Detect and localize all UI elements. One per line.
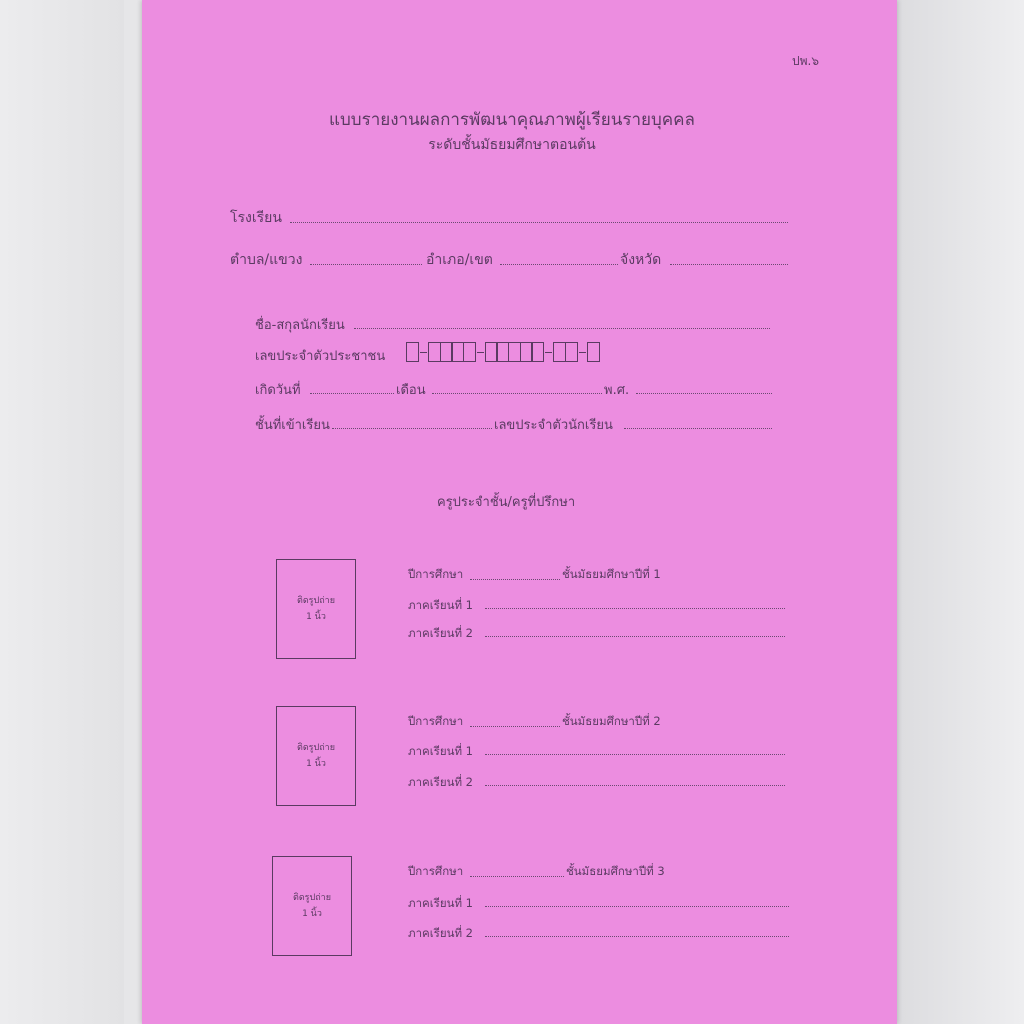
semester2-field-3[interactable]	[485, 936, 789, 937]
form-subtitle: ระดับชั้นมัธยมศึกษาตอนต้น	[428, 137, 596, 153]
district-field[interactable]	[500, 264, 618, 265]
grade-label-2: ชั้นมัธยมศึกษาปีที่ 2	[562, 714, 661, 728]
semester1-label: ภาคเรียนที่ 1	[408, 598, 473, 612]
background-left	[0, 0, 126, 1024]
semester2-label: ภาคเรียนที่ 2	[408, 926, 473, 940]
photo-caption-line2: 1 นิ้ว	[306, 759, 326, 769]
photo-caption-line1: ติดรูปถ่าย	[296, 743, 335, 753]
student-number-field[interactable]	[624, 428, 772, 429]
photo-box-1[interactable]	[276, 559, 356, 659]
school-label: โรงเรียน	[230, 210, 282, 226]
id-digit-box[interactable]	[531, 342, 544, 362]
id-separator	[545, 352, 552, 353]
birth-month-label: เดือน	[396, 383, 426, 398]
district-label: อำเภอ/เขต	[426, 252, 493, 268]
student-number-label: เลขประจำตัวนักเรียน	[494, 418, 613, 433]
semester2-label: ภาคเรียนที่ 2	[408, 775, 473, 789]
pink-form-sheet	[142, 0, 897, 1024]
semester1-field-3[interactable]	[485, 906, 789, 907]
grade-label-3: ชั้นมัธยมศึกษาปีที่ 3	[566, 864, 665, 878]
semester1-field-2[interactable]	[485, 754, 785, 755]
photo-caption-line2: 1 นิ้ว	[302, 909, 322, 919]
birth-date-label: เกิดวันที่	[255, 383, 301, 398]
semester2-label: ภาคเรียนที่ 2	[408, 626, 473, 640]
province-field[interactable]	[670, 264, 788, 265]
id-digit-box[interactable]	[587, 342, 600, 362]
photo-caption-line1: ติดรูปถ่าย	[296, 596, 335, 606]
teachers-heading: ครูประจำชั้น/ครูที่ปรึกษา	[437, 495, 576, 510]
citizen-id-label: เลขประจำตัวประชาชน	[255, 349, 386, 364]
academic-year-field-1[interactable]	[470, 579, 560, 580]
academic-year-field-2[interactable]	[470, 726, 560, 727]
student-name-field[interactable]	[354, 328, 770, 329]
semester1-label: ภาคเรียนที่ 1	[408, 744, 473, 758]
id-separator	[420, 352, 427, 353]
province-label: จังหวัด	[620, 252, 662, 268]
id-digit-box[interactable]	[406, 342, 419, 362]
semester1-label: ภาคเรียนที่ 1	[408, 896, 473, 910]
class-field[interactable]	[332, 428, 492, 429]
id-separator	[579, 352, 586, 353]
birth-year-field[interactable]	[636, 393, 772, 394]
class-label: ชั้นที่เข้าเรียน	[255, 418, 330, 433]
photo-box-3[interactable]	[272, 856, 352, 956]
id-digit-box[interactable]	[463, 342, 476, 362]
academic-year-field-3[interactable]	[470, 876, 564, 877]
birth-month-field[interactable]	[432, 393, 602, 394]
grade-label-1: ชั้นมัธยมศึกษาปีที่ 1	[562, 567, 661, 581]
subdistrict-label: ตำบล/แขวง	[230, 252, 303, 268]
photo-caption-line1: ติดรูปถ่าย	[292, 893, 331, 903]
subdistrict-field[interactable]	[310, 264, 422, 265]
birth-year-label: พ.ศ.	[604, 383, 630, 398]
photo-caption-line2: 1 นิ้ว	[306, 612, 326, 622]
semester2-field-2[interactable]	[485, 785, 785, 786]
citizen-id-boxes[interactable]	[406, 342, 600, 362]
semester1-field-1[interactable]	[485, 608, 785, 609]
academic-year-label: ปีการศึกษา	[408, 567, 464, 581]
student-name-label: ชื่อ-สกุลนักเรียน	[255, 318, 345, 333]
form-title: แบบรายงานผลการพัฒนาคุณภาพผู้เรียนรายบุคคล	[329, 110, 695, 130]
background-right	[895, 0, 1024, 1024]
academic-year-label: ปีการศึกษา	[408, 714, 464, 728]
birth-day-field[interactable]	[310, 393, 394, 394]
id-separator	[477, 352, 484, 353]
academic-year-label: ปีการศึกษา	[408, 864, 464, 878]
photo-box-2[interactable]	[276, 706, 356, 806]
id-digit-box[interactable]	[565, 342, 578, 362]
form-code: ปพ.๖	[792, 54, 819, 68]
semester2-field-1[interactable]	[485, 636, 785, 637]
school-field[interactable]	[290, 222, 788, 223]
underlying-sheet-edge	[124, 0, 143, 1024]
